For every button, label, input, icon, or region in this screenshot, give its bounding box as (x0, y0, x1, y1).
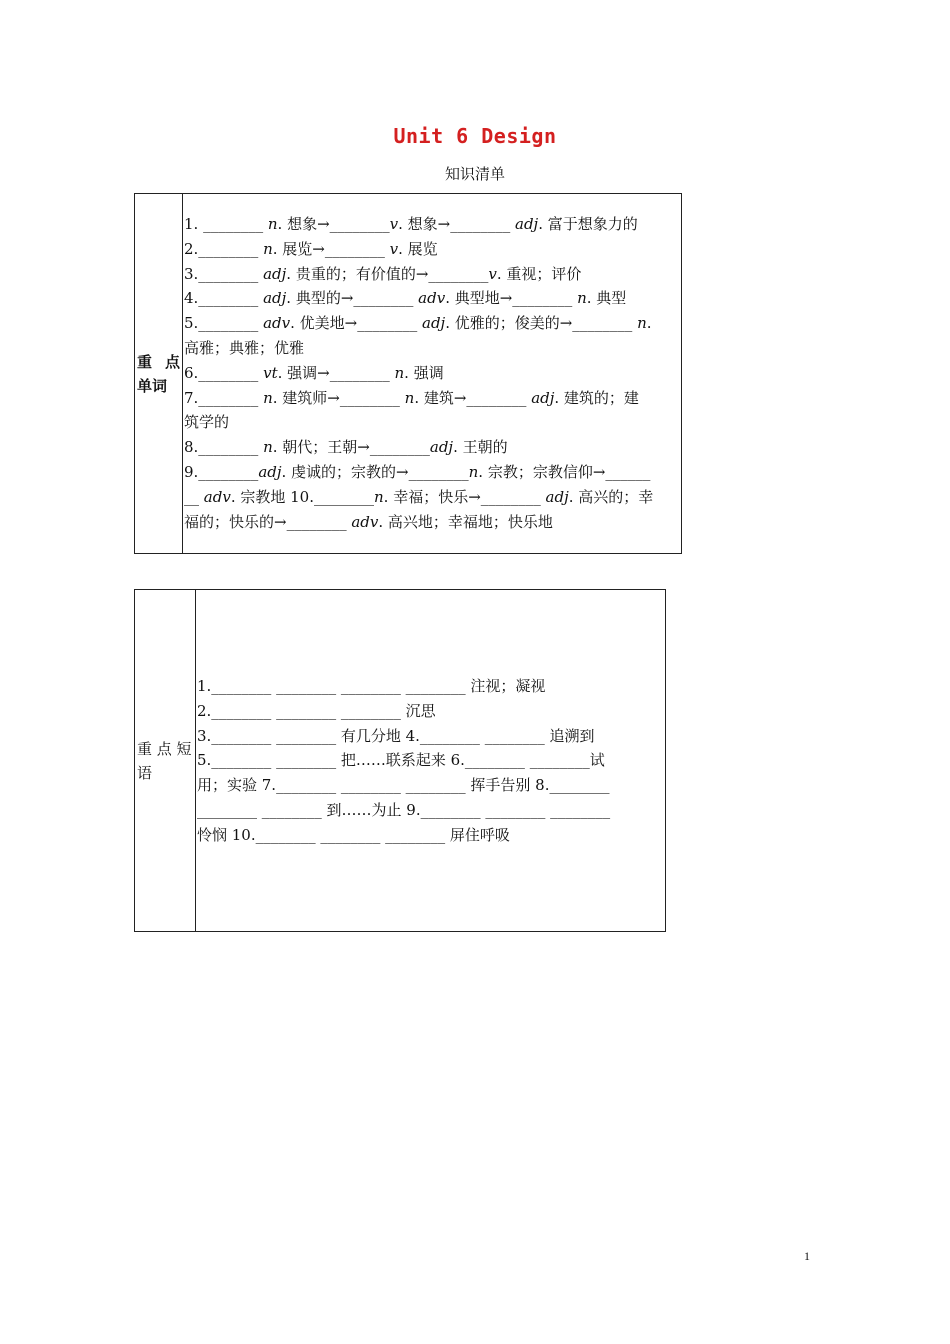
phrase-line: ________ ________ 到……为止 9.________ ________ ________ (197, 800, 611, 819)
phrase-line: 怜悯 10.________ ________ ________ 屏住呼吸 (197, 825, 510, 844)
page-subtitle: 知识清单 (444, 165, 505, 183)
key-phrases-label (135, 590, 196, 931)
word-line: 高雅；典雅；优雅 (184, 338, 305, 357)
word-line: 1. ________ n. 想象→________v. 想象→________ adj. 富于想象力的 (184, 215, 638, 233)
page-title: Unit 6 Design (393, 124, 557, 148)
key-words-table (134, 193, 682, 554)
key-phrases-content (196, 590, 665, 931)
word-line: 2.________ n. 展览→________ v. 展览 (184, 239, 438, 258)
key-words-label-line1: 重 点 (137, 352, 180, 371)
phrase-line: 1.________ ________ ________ ________ 注视；凝视 (197, 677, 546, 695)
word-line: 5.________ adv. 优美地→________ adj. 优雅的；俊美的→________ n. (184, 314, 652, 333)
word-line: 9.________adj. 虔诚的；宗教的→________n. 宗教；宗教信仰→______ (184, 462, 651, 481)
word-line: 7.________ n. 建筑师→________ n. 建筑→________ adj. 建筑的；建 (184, 388, 639, 407)
key-phrases-label-line1: 重 点 短 (137, 739, 192, 758)
key-words-content (183, 194, 681, 553)
word-line: 3.________ adj. 贵重的；有价值的→________v. 重视；评价 (184, 264, 582, 283)
key-phrases-table (134, 589, 666, 932)
word-line: 4.________ adj. 典型的→________ adv. 典型地→________ n. 典型 (184, 289, 627, 308)
word-line: 筑学的 (184, 413, 230, 432)
phrase-line: 用；实验 7.________ ________ ________ 挥手告别 8.________ (197, 776, 610, 795)
word-line: 8.________ n. 朝代；王朝→________adj. 王朝的 (184, 438, 508, 457)
word-line: __ adv. 宗教地 10.________n. 幸福；快乐→________ adj. 高兴的；幸 (184, 487, 654, 506)
key-words-label-line2: 单词 (137, 376, 168, 395)
phrase-line: 5.________ ________ 把……联系起来 6.________ ________试 (197, 751, 605, 770)
word-line: 6.________ vt. 强调→________ n. 强调 (184, 363, 444, 382)
key-words-label (135, 194, 183, 553)
key-phrases-label-line2: 语 (137, 763, 153, 782)
page-number: 1 (804, 1249, 810, 1263)
word-line: 福的；快乐的→________ adv. 高兴地；幸福地；快乐地 (184, 512, 553, 531)
phrase-line: 2.________ ________ ________ 沉思 (197, 701, 436, 720)
phrase-line: 3.________ ________ 有几分地 4.________ ________ 追溯到 (197, 726, 595, 745)
